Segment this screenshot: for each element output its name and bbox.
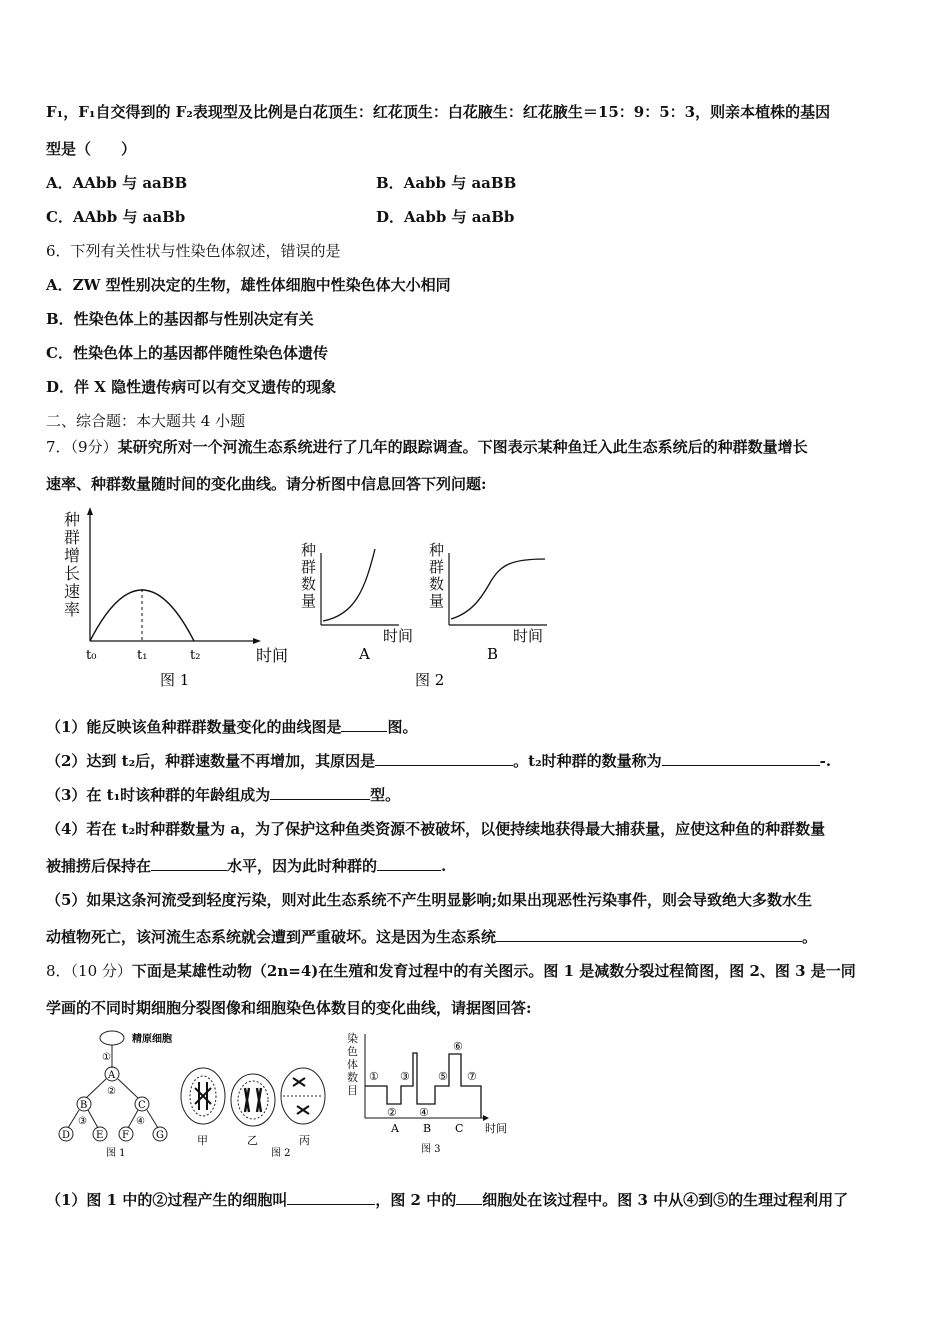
q8-fig3-ylabel-char: 数	[347, 1071, 358, 1084]
q7-part2-text-c: -.	[819, 752, 832, 770]
q8-fig3-caption: 图 3	[421, 1144, 441, 1155]
q8-fig3-ylabel	[347, 1031, 358, 1097]
q8-part1-blank2[interactable]	[456, 1190, 482, 1205]
q8-fig1-node-e: E	[96, 1130, 104, 1141]
q8-fig1-node-a: A	[108, 1070, 116, 1081]
q8-fig1-node-g: G	[156, 1130, 164, 1141]
q7-figure-1	[60, 505, 300, 695]
q8-fig3-stage-7: ⑦	[467, 1070, 477, 1083]
q7-part5-blank[interactable]	[496, 927, 802, 942]
q7-part3	[46, 785, 400, 805]
q8-fig1-node-d: D	[62, 1130, 71, 1141]
q8-fig3-ylabel-char: 体	[347, 1058, 358, 1071]
q8-part1-text-b: ，图 2 中的	[375, 1191, 457, 1209]
q8-fig1-edge	[147, 1110, 158, 1128]
q8-stem-line2: 学画的不同时期细胞分裂图像和细胞染色体数目的变化曲线，请据图回答:	[46, 999, 532, 1017]
q8-fig1-node-f: F	[122, 1130, 129, 1141]
q8-fig3-tick-c: C	[455, 1122, 464, 1135]
q8-fig1-step-1: ①	[102, 1052, 111, 1063]
q8-fig1-edge	[88, 1110, 98, 1128]
q8-fig1-edge	[118, 1079, 138, 1098]
q8-fig2-spindle	[238, 1081, 268, 1119]
q7-part4-text-b: 水平，因为此时种群的	[227, 857, 378, 875]
q8-fig2-label-jia: 甲	[197, 1134, 208, 1147]
q8-fig3-stage-1: ①	[369, 1070, 379, 1083]
q7-part5-line2	[46, 927, 817, 947]
q7-fig2b-xlabel: 时间	[513, 627, 544, 645]
q7-fig2-ylabel-char: 量	[429, 592, 445, 610]
q5-option-a[interactable]: A．AAbb 与 aaBB	[46, 174, 188, 192]
q7-figure-2	[295, 535, 565, 695]
q8-fig3-stage-6: ⑥	[453, 1040, 463, 1053]
q6-option-b[interactable]: B．性染色体上的基因都与性别决定有关	[46, 310, 314, 328]
q7-part2-text-a: （2）达到 t₂后，种群速数量不再增加，其原因是	[46, 752, 376, 770]
q8-fig2-chromosomes	[245, 1088, 261, 1112]
q8-fig3-ylabel-char: 目	[347, 1084, 358, 1097]
q8-fig1-top-label: 精原细胞	[132, 1034, 172, 1045]
q7-part2-blank2[interactable]	[662, 751, 820, 766]
q7-fig1-tick-t2: t₂	[190, 648, 201, 663]
q7-number: 7．（9分）	[46, 438, 118, 456]
q7-fig2-ylabel-char: 数	[301, 575, 317, 593]
q8-fig3-stage-4: ④	[419, 1106, 429, 1119]
q8-fig2-label-yi: 乙	[247, 1134, 258, 1147]
q8-figure-2	[175, 1060, 335, 1160]
q7-fig1-ylabel-char: 速	[64, 582, 81, 601]
q7-fig2a-xlabel: 时间	[383, 627, 414, 645]
q7-fig2-ylabel-b	[429, 541, 444, 610]
q7-part1	[46, 717, 417, 737]
q7-fig2-caption: 图 2	[415, 671, 445, 689]
q5-stem-line2: 型是（ ）	[46, 140, 137, 158]
q8-fig3-ylabel-char: 色	[347, 1045, 358, 1058]
q6-option-d[interactable]: D．伴 X 隐性遗传病可以有交叉遗传的现象	[46, 378, 337, 396]
q7-part4-text-c: .	[441, 857, 447, 875]
q7-fig1-tick-t0: t₀	[86, 648, 97, 663]
q7-stem-line2: 速率、种群数量随时间的变化曲线。请分析图中信息回答下列问题:	[46, 475, 487, 493]
q7-stem-line1	[46, 437, 808, 457]
q7-part2-text-b: 。t₂时种群的数量称为	[513, 752, 662, 770]
q8-fig1-step-4: ④	[136, 1116, 145, 1127]
q7-part5-line1: （5）如果这条河流受到轻度污染，则对此生态系统不产生明显影响;如果出现恶性污染事件，则会导致绝大多数水生	[46, 891, 812, 909]
q8-fig3-x-arrow	[483, 1115, 489, 1121]
section-2-heading: 二、综合题：本大题共 4 小题	[46, 412, 246, 430]
q6-stem: 6．下列有关性状与性染色体叙述，错误的是	[46, 242, 341, 260]
q7-fig2-ylabel-char: 数	[429, 575, 445, 593]
q7-fig2-ylabel-char: 种	[301, 541, 317, 559]
q8-fig1-step-3: ③	[78, 1116, 87, 1127]
q5-option-d[interactable]: D．Aabb 与 aaBb	[376, 208, 515, 226]
q7-part2	[46, 751, 831, 771]
q7-fig1-xlabel: 时间	[256, 646, 289, 665]
q7-part3-blank[interactable]	[270, 785, 370, 800]
q7-part4-blank1[interactable]	[151, 856, 227, 871]
q8-fig3-xlabel: 时间	[485, 1122, 507, 1135]
q7-part5-text-b: 。	[802, 928, 818, 946]
q7-fig2-ylabel-a	[301, 541, 316, 610]
q8-fig1-caption: 图 1	[106, 1148, 126, 1159]
q8-fig3-stage-5: ⑤	[438, 1070, 448, 1083]
q7-part3-text-a: （3）在 t₁时该种群的年龄组成为	[46, 786, 271, 804]
q7-part4-line1: （4）若在 t₂时种群数量为 a，为了保护这种鱼类资源不被破坏，以便持续地获得最大捕获量，应使这种鱼的种群数量	[46, 820, 826, 838]
q8-part1	[46, 1190, 848, 1210]
q8-stem-text: 下面是某雄性动物（2n=4)在生殖和发育过程中的有关图示。图 1 是减数分裂过程简图，图 2、图 3 是一同	[131, 962, 856, 980]
q8-part1-blank1[interactable]	[287, 1190, 375, 1205]
q8-figure-3	[345, 1028, 520, 1160]
q8-fig2-caption: 图 2	[271, 1148, 291, 1159]
q5-stem-line1: F₁，F₁自交得到的 F₂表现型及比例是白花顶生：红花顶生：白花腋生：红花腋生＝15：9：5：3，则亲本植株的基因	[46, 103, 831, 121]
q7-fig2a-j-curve	[323, 549, 375, 621]
q7-fig2-ylabel-char: 种	[429, 541, 445, 559]
q7-part1-text-a: （1）能反映该鱼种群群数量变化的曲线图是	[46, 718, 342, 736]
q7-fig1-y-arrow	[87, 507, 93, 515]
q8-fig1-step-2: ②	[107, 1086, 116, 1097]
q8-fig3-tick-b: B	[423, 1122, 432, 1135]
q7-fig2b-s-curve	[451, 559, 545, 619]
q7-part3-text-b: 型。	[370, 786, 401, 804]
q7-fig2-ylabel-char: 量	[301, 592, 317, 610]
q7-fig2-ylabel-char: 群	[301, 558, 317, 576]
q5-option-c[interactable]: C．AAbb 与 aaBb	[46, 208, 186, 226]
q8-fig1-node-c: C	[138, 1100, 146, 1111]
q6-option-a[interactable]: A．ZW 型性别决定的生物，雄性体细胞中性染色体大小相同	[46, 276, 451, 294]
q7-fig2-ylabel-char: 群	[429, 558, 445, 576]
q7-fig1-ylabel	[64, 510, 80, 619]
q7-fig1-x-arrow	[253, 638, 261, 644]
q8-fig2-chromosomes	[195, 1082, 211, 1110]
q7-fig1-ylabel-char: 群	[64, 528, 81, 547]
q7-fig1-tick-t1: t₁	[137, 648, 148, 663]
q5-option-b[interactable]: B．Aabb 与 aaBB	[376, 174, 517, 192]
q7-fig2-panel-b: B	[487, 645, 499, 663]
q7-fig2-panel-a: A	[359, 645, 370, 663]
q8-fig1-edge	[86, 1079, 106, 1098]
q7-part1-text-b: 图。	[387, 718, 418, 736]
q7-part4-text-a: 被捕捞后保持在	[46, 857, 152, 875]
q8-number: 8．（10 分）	[46, 962, 132, 980]
q8-fig2-label-bing: 丙	[299, 1134, 310, 1147]
q8-figure-1	[50, 1028, 180, 1160]
q8-part1-text-c: 细胞处在该过程中。图 3 中从④到⑤的生理过程利用了	[482, 1191, 849, 1209]
q7-part4-line2	[46, 856, 446, 876]
q7-fig1-ylabel-char: 长	[64, 564, 81, 583]
q7-fig1-ylabel-char: 增	[64, 546, 81, 565]
q8-fig3-stage-2: ②	[387, 1106, 397, 1119]
q7-part4-blank2[interactable]	[377, 856, 441, 871]
q7-fig1-ylabel-char: 率	[64, 600, 81, 619]
q7-fig1-ylabel-char: 种	[64, 510, 81, 529]
q8-fig3-tick-a: A	[391, 1122, 399, 1135]
q8-fig1-spermatogonium-cell	[100, 1031, 124, 1045]
q7-part5-text-a: 动植物死亡，该河流生态系统就会遭到严重破坏。这是因为生态系统	[46, 928, 497, 946]
q6-option-c[interactable]: C．性染色体上的基因都伴随性染色体遗传	[46, 344, 328, 362]
q7-part1-blank[interactable]	[341, 717, 387, 732]
q7-stem-text: 某研究所对一个河流生态系统进行了几年的跟踪调查。下图表示某种鱼迁入此生态系统后的种群数量增长	[117, 438, 808, 456]
q8-stem-line1	[46, 961, 856, 981]
q8-fig3-ylabel-char: 染	[347, 1032, 358, 1045]
q7-part2-blank1[interactable]	[375, 751, 513, 766]
q8-fig1-node-b: B	[80, 1100, 88, 1111]
q8-fig3-stage-3: ③	[400, 1070, 410, 1083]
q7-fig1-caption: 图 1	[160, 671, 190, 689]
q8-part1-text-a: （1）图 1 中的②过程产生的细胞叫	[46, 1191, 288, 1209]
